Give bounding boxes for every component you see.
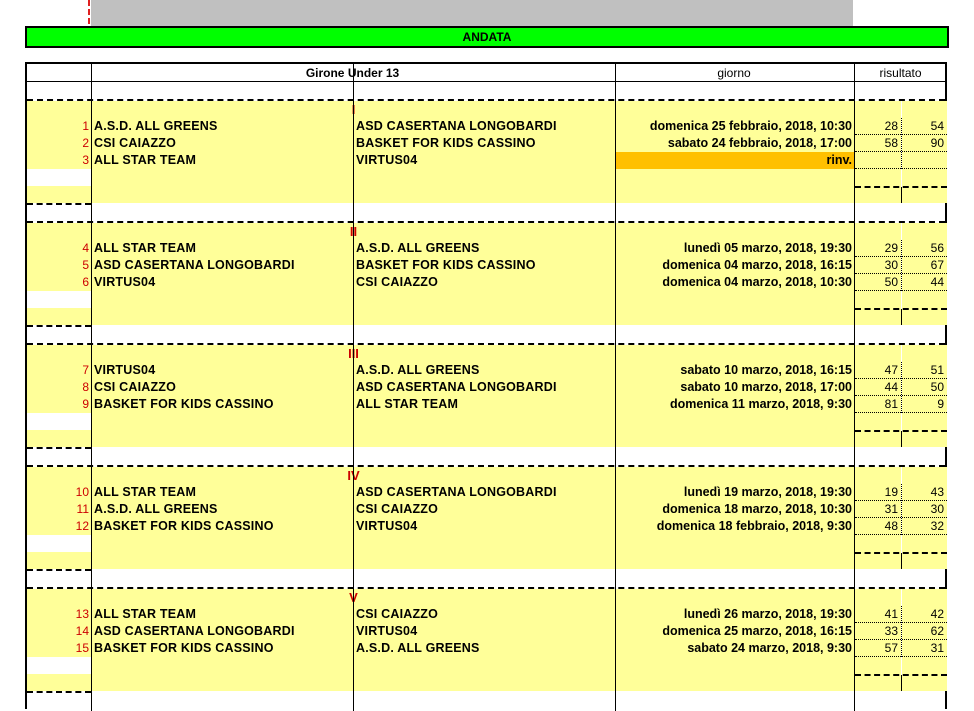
empty-cell [616, 552, 854, 569]
away-score[interactable] [902, 152, 947, 169]
game-date: rinv. [616, 152, 854, 169]
empty-row [27, 552, 945, 569]
empty-cell [855, 308, 901, 325]
empty-cell [354, 186, 615, 203]
empty-cell [616, 308, 854, 325]
round-numeral: III [348, 346, 359, 361]
score-divider [901, 362, 902, 413]
away-score[interactable]: 42 [902, 606, 947, 623]
home-team: CSI CAIAZZO [92, 135, 353, 152]
game-date: domenica 11 marzo, 2018, 9:30 [616, 396, 854, 413]
away-team: BASKET FOR KIDS CASSINO [354, 135, 615, 152]
game-row[interactable] [27, 152, 945, 169]
away-team: CSI CAIAZZO [354, 606, 615, 623]
round-bottom-dash [27, 691, 91, 693]
game-row[interactable] [27, 274, 945, 291]
empty-cell [616, 291, 854, 308]
empty-cell [92, 552, 353, 569]
away-team: CSI CAIAZZO [354, 274, 615, 291]
game-number: 6 [27, 274, 91, 291]
away-score[interactable]: 43 [902, 484, 947, 501]
empty-cell [902, 308, 947, 325]
home-team: VIRTUS04 [92, 274, 353, 291]
home-score[interactable]: 29 [855, 240, 901, 257]
home-score[interactable] [855, 152, 901, 169]
game-row[interactable] [27, 240, 945, 257]
column-line [854, 64, 855, 711]
away-team: ASD CASERTANA LONGOBARDI [354, 118, 615, 135]
score-divider-solid [901, 431, 902, 447]
home-score[interactable]: 30 [855, 257, 901, 274]
empty-cell [92, 674, 353, 691]
empty-row [27, 657, 945, 674]
empty-cell [902, 291, 947, 308]
home-score[interactable]: 41 [855, 606, 901, 623]
empty-cell [92, 169, 353, 186]
empty-cell [354, 413, 615, 430]
game-row[interactable] [27, 396, 945, 413]
game-number: 3 [27, 152, 91, 169]
column-resize-marker [88, 0, 90, 24]
game-number: 12 [27, 518, 91, 535]
empty-cell [616, 535, 854, 552]
home-score[interactable]: 57 [855, 640, 901, 657]
round-title-bg [855, 467, 901, 484]
home-score[interactable]: 47 [855, 362, 901, 379]
home-score[interactable]: 81 [855, 396, 901, 413]
empty-cell [92, 291, 353, 308]
score-divider [901, 118, 902, 169]
game-number: 7 [27, 362, 91, 379]
empty-cell [902, 430, 947, 447]
game-number: 4 [27, 240, 91, 257]
empty-cell [616, 674, 854, 691]
round-title-bg [616, 589, 854, 606]
empty-cell [902, 552, 947, 569]
score-divider-solid [901, 187, 902, 203]
home-score[interactable]: 48 [855, 518, 901, 535]
empty-cell [616, 430, 854, 447]
home-team: ASD CASERTANA LONGOBARDI [92, 623, 353, 640]
away-team: VIRTUS04 [354, 518, 615, 535]
empty-cell [27, 535, 91, 552]
home-team: BASKET FOR KIDS CASSINO [92, 640, 353, 657]
game-date: sabato 24 febbraio, 2018, 17:00 [616, 135, 854, 152]
round-title-bg [27, 223, 91, 240]
home-team: ASD CASERTANA LONGOBARDI [92, 257, 353, 274]
round-title-bg [616, 467, 854, 484]
game-date: lunedì 05 marzo, 2018, 19:30 [616, 240, 854, 257]
score-divider [901, 606, 902, 657]
score-divider [901, 484, 902, 535]
empty-cell [92, 535, 353, 552]
away-team: A.S.D. ALL GREENS [354, 240, 615, 257]
home-team: ALL STAR TEAM [92, 606, 353, 623]
home-team: VIRTUS04 [92, 362, 353, 379]
empty-cell [616, 186, 854, 203]
column-line [353, 64, 354, 711]
game-number: 2 [27, 135, 91, 152]
empty-row [27, 169, 945, 186]
away-team: VIRTUS04 [354, 623, 615, 640]
empty-cell [855, 186, 901, 203]
game-date: sabato 24 marzo, 2018, 9:30 [616, 640, 854, 657]
empty-row [27, 291, 945, 308]
empty-cell [27, 413, 91, 430]
round-bottom-dash [27, 325, 91, 327]
top-gray-band [91, 0, 853, 26]
game-row[interactable] [27, 606, 945, 623]
empty-cell [27, 657, 91, 674]
empty-cell [92, 657, 353, 674]
empty-cell [855, 169, 901, 186]
game-row[interactable] [27, 501, 945, 518]
round-numeral: V [349, 590, 358, 605]
empty-cell [902, 535, 947, 552]
empty-cell [27, 308, 91, 325]
empty-cell [27, 291, 91, 308]
header-risultato: risultato [879, 66, 922, 80]
round-title-row [27, 345, 945, 362]
empty-cell [902, 413, 947, 430]
away-team: ASD CASERTANA LONGOBARDI [354, 484, 615, 501]
game-number: 9 [27, 396, 91, 413]
round-title-bg [855, 345, 901, 362]
empty-cell [354, 169, 615, 186]
empty-cell [855, 535, 901, 552]
away-score[interactable]: 54 [902, 118, 947, 135]
round-numeral: II [349, 224, 358, 239]
empty-cell [616, 657, 854, 674]
empty-cell [616, 413, 854, 430]
round-title-bg [27, 101, 91, 118]
game-date: sabato 10 marzo, 2018, 17:00 [616, 379, 854, 396]
empty-cell [902, 186, 947, 203]
empty-row [27, 674, 945, 691]
game-number: 15 [27, 640, 91, 657]
game-date: lunedì 26 marzo, 2018, 19:30 [616, 606, 854, 623]
column-line [615, 64, 616, 711]
round-title-bg [27, 589, 91, 606]
score-divider-solid [901, 675, 902, 691]
empty-cell [27, 169, 91, 186]
empty-cell [92, 413, 353, 430]
game-row[interactable] [27, 257, 945, 274]
round-bottom-dash [27, 447, 91, 449]
home-score[interactable]: 50 [855, 274, 901, 291]
round-numeral: IV [347, 468, 360, 483]
game-number: 11 [27, 501, 91, 518]
away-team: ALL STAR TEAM [354, 396, 615, 413]
empty-row [27, 535, 945, 552]
empty-cell [27, 186, 91, 203]
home-team: ALL STAR TEAM [92, 240, 353, 257]
round-title-bg [855, 101, 901, 118]
round-title-bg [902, 101, 947, 118]
round-title-bg [855, 223, 901, 240]
empty-cell [354, 430, 615, 447]
game-date: sabato 10 marzo, 2018, 16:15 [616, 362, 854, 379]
away-score[interactable]: 32 [902, 518, 947, 535]
away-score[interactable]: 90 [902, 135, 947, 152]
empty-cell [855, 674, 901, 691]
game-row[interactable] [27, 518, 945, 535]
empty-cell [902, 674, 947, 691]
score-divider-solid [901, 553, 902, 569]
game-row[interactable] [27, 640, 945, 657]
empty-cell [855, 430, 901, 447]
home-score[interactable]: 44 [855, 379, 901, 396]
round-title-row [27, 589, 945, 606]
empty-cell [855, 413, 901, 430]
home-score[interactable]: 28 [855, 118, 901, 135]
empty-cell [902, 657, 947, 674]
schedule-sheet [25, 62, 947, 709]
empty-cell [92, 430, 353, 447]
empty-cell [354, 291, 615, 308]
home-team: BASKET FOR KIDS CASSINO [92, 518, 353, 535]
game-number: 8 [27, 379, 91, 396]
game-date: domenica 18 febbraio, 2018, 9:30 [616, 518, 854, 535]
empty-cell [354, 657, 615, 674]
game-date: domenica 25 febbraio, 2018, 10:30 [616, 118, 854, 135]
empty-cell [616, 169, 854, 186]
round-title-bg [902, 345, 947, 362]
empty-cell [354, 308, 615, 325]
game-date: domenica 18 marzo, 2018, 10:30 [616, 501, 854, 518]
empty-cell [354, 674, 615, 691]
home-team: ALL STAR TEAM [92, 152, 353, 169]
header-giorno: giorno [717, 66, 751, 80]
game-date: lunedì 19 marzo, 2018, 19:30 [616, 484, 854, 501]
header-girone: Girone Under 13 [305, 66, 400, 80]
home-score[interactable]: 58 [855, 135, 901, 152]
away-score[interactable]: 62 [902, 623, 947, 640]
game-row[interactable] [27, 484, 945, 501]
away-team: A.S.D. ALL GREENS [354, 362, 615, 379]
score-divider-solid [901, 309, 902, 325]
round-bottom-dash [27, 203, 91, 205]
game-row[interactable] [27, 135, 945, 152]
game-date: domenica 25 marzo, 2018, 16:15 [616, 623, 854, 640]
home-team: CSI CAIAZZO [92, 379, 353, 396]
away-team: CSI CAIAZZO [354, 501, 615, 518]
round-title-bg [616, 345, 854, 362]
away-score[interactable]: 67 [902, 257, 947, 274]
empty-cell [855, 552, 901, 569]
round-bottom-dash [27, 569, 91, 571]
empty-cell [902, 169, 947, 186]
game-number: 13 [27, 606, 91, 623]
game-number: 5 [27, 257, 91, 274]
away-score[interactable]: 44 [902, 274, 947, 291]
away-team: VIRTUS04 [354, 152, 615, 169]
away-team: BASKET FOR KIDS CASSINO [354, 257, 615, 274]
empty-row [27, 430, 945, 447]
header-divider [27, 81, 945, 82]
home-team: A.S.D. ALL GREENS [92, 501, 353, 518]
game-row[interactable] [27, 118, 945, 135]
game-number: 10 [27, 484, 91, 501]
round-title-bg [27, 467, 91, 484]
empty-row [27, 413, 945, 430]
empty-cell [354, 535, 615, 552]
game-row[interactable] [27, 362, 945, 379]
game-date: domenica 04 marzo, 2018, 16:15 [616, 257, 854, 274]
empty-row [27, 308, 945, 325]
round-title-row [27, 223, 945, 240]
empty-cell [27, 430, 91, 447]
round-title-bg [616, 223, 854, 240]
away-team: ASD CASERTANA LONGOBARDI [354, 379, 615, 396]
round-title-row [27, 467, 945, 484]
round-title-bg [616, 101, 854, 118]
away-team: A.S.D. ALL GREENS [354, 640, 615, 657]
empty-cell [354, 552, 615, 569]
empty-cell [27, 674, 91, 691]
round-title-bg [902, 223, 947, 240]
round-title-bg [902, 467, 947, 484]
away-score[interactable]: 51 [902, 362, 947, 379]
empty-cell [27, 552, 91, 569]
empty-row [27, 186, 945, 203]
game-number: 1 [27, 118, 91, 135]
round-title-bg [27, 345, 91, 362]
away-score[interactable]: 31 [902, 640, 947, 657]
home-score[interactable]: 31 [855, 501, 901, 518]
score-divider [901, 240, 902, 291]
game-row[interactable] [27, 623, 945, 640]
empty-cell [92, 186, 353, 203]
round-title-row [27, 101, 945, 118]
home-team: A.S.D. ALL GREENS [92, 118, 353, 135]
away-score[interactable]: 9 [902, 396, 947, 413]
game-number: 14 [27, 623, 91, 640]
empty-cell [92, 308, 353, 325]
round-title-bg [855, 589, 901, 606]
empty-cell [855, 657, 901, 674]
home-team: BASKET FOR KIDS CASSINO [92, 396, 353, 413]
away-score[interactable]: 56 [902, 240, 947, 257]
game-date: domenica 04 marzo, 2018, 10:30 [616, 274, 854, 291]
game-row[interactable] [27, 379, 945, 396]
andata-banner: ANDATA [25, 26, 949, 48]
empty-cell [855, 291, 901, 308]
home-team: ALL STAR TEAM [92, 484, 353, 501]
round-title-bg [902, 589, 947, 606]
home-score[interactable]: 33 [855, 623, 901, 640]
home-score[interactable]: 19 [855, 484, 901, 501]
away-score[interactable]: 50 [902, 379, 947, 396]
away-score[interactable]: 30 [902, 501, 947, 518]
round-numeral: I [351, 102, 356, 117]
column-line [91, 64, 92, 711]
